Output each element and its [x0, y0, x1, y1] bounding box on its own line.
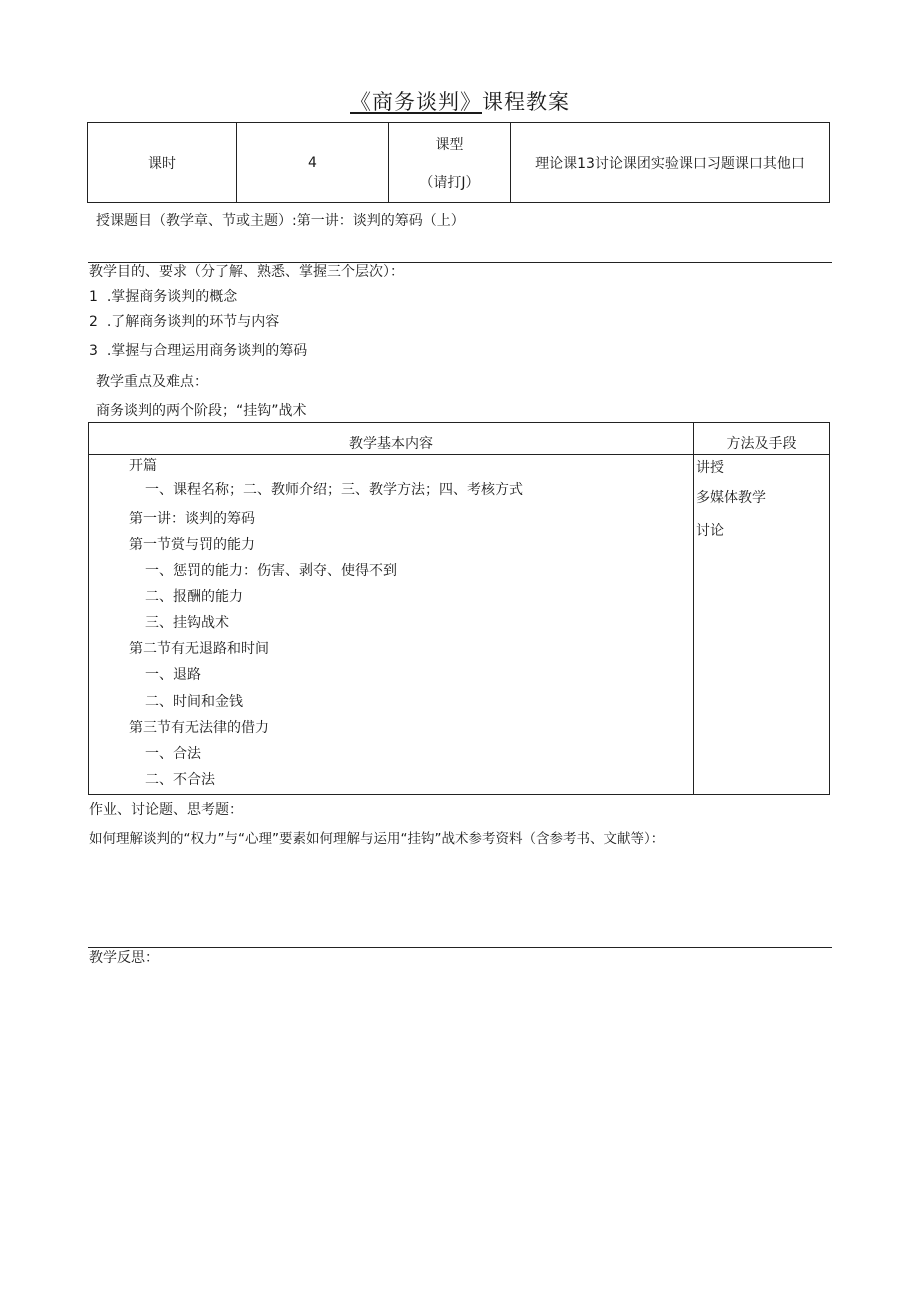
page-title [0, 86, 920, 116]
content-line: 二、不合法 [145, 772, 215, 788]
section-divider [88, 947, 832, 948]
title-suffix: 课程教案 [482, 90, 570, 114]
type-hint: （请打J） [419, 174, 480, 191]
hours-label: 课时 [148, 155, 176, 172]
key-points-text: 商务谈判的两个阶段；“挂钩”战术 [96, 403, 307, 419]
content-col1-header-cell [89, 423, 693, 463]
content-line: 一、退路 [145, 667, 201, 683]
content-line: 二、时间和金钱 [145, 694, 243, 710]
content-line: 二、报酬的能力 [145, 589, 243, 605]
objective-text: .了解商务谈判的环节与内容 [106, 314, 280, 330]
objective-item [89, 344, 307, 358]
method-item: 讲授 [696, 460, 724, 476]
content-line: 一、合法 [145, 746, 201, 762]
objectives-heading: 教学目的、要求（分了解、熟悉、掌握三个层次）： [89, 264, 404, 280]
content-line: 第三节有无法律的借力 [129, 720, 269, 736]
title-course-name: 《商务谈判》 [350, 90, 482, 114]
content-table [88, 422, 830, 795]
content-col2-header-cell [694, 423, 829, 463]
method-item: 多媒体教学 [696, 490, 766, 506]
type-options-cell [511, 123, 829, 202]
reflection-heading: 教学反思： [89, 950, 159, 966]
hours-value-cell [237, 123, 388, 202]
objective-item [89, 315, 279, 329]
header-table [87, 122, 830, 203]
content-line: 第一讲：谈判的筹码 [129, 511, 255, 527]
section-divider [88, 262, 832, 263]
content-line: 第一节赏与罚的能力 [129, 537, 255, 553]
content-line: 开篇 [129, 458, 157, 474]
hours-label-cell [88, 123, 236, 202]
content-line: 一、惩罚的能力：伤害、剥夺、使得不到 [145, 563, 397, 579]
type-label-cell [389, 123, 510, 202]
topic-line: 授课题目（教学章、节或主题）:第一讲：谈判的筹码（上） [96, 213, 465, 229]
content-col1-header: 教学基本内容 [349, 436, 433, 452]
content-line: 第二节有无退路和时间 [129, 641, 269, 657]
content-line: 一、课程名称；二、教师介绍；三、教学方法；四、考核方式 [145, 482, 523, 498]
content-line: 三、挂钩战术 [145, 615, 229, 631]
key-points-heading: 教学重点及难点： [96, 374, 208, 390]
content-col2-header: 方法及手段 [726, 436, 797, 452]
type-label: 课型 [435, 136, 464, 153]
objective-number: 1 [89, 289, 98, 305]
homework-heading: 作业、讨论题、思考题： [89, 802, 243, 818]
hours-value: 4 [308, 154, 317, 171]
objective-text: .掌握与合理运用商务谈判的筹码 [106, 343, 308, 359]
objective-number: 2 [89, 314, 98, 330]
objective-number: 3 [89, 343, 98, 359]
method-item: 讨论 [696, 523, 724, 539]
content-column-divider [693, 423, 694, 794]
homework-text: 如何理解谈判的“权力”与“心理”要素如何理解与运用“挂钩”战术参考资料（含参考书、文献等）： [89, 831, 665, 847]
objective-text: .掌握商务谈判的概念 [106, 289, 238, 305]
objective-item [89, 290, 237, 304]
type-options: 理论课13讨论课团实验课口习题课口其他口 [535, 155, 805, 172]
